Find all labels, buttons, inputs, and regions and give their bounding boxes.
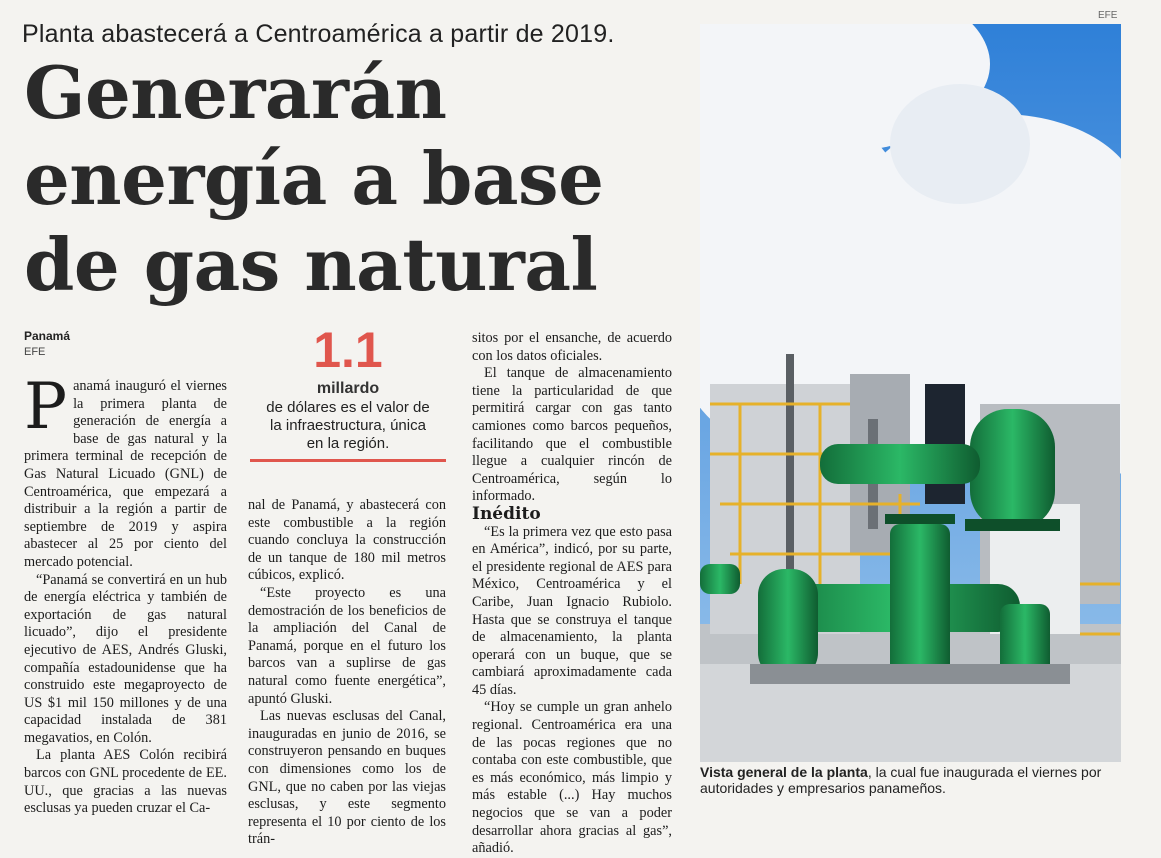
fact-rule: [250, 459, 446, 462]
article-column-1: [24, 370, 227, 818]
paragraph: “Este proyecto es una demostración de los beneficios de la ampliación del Canal de Panamá, porque en el futuro los barcos van a suplirse de gas natural como fuente energética”, apuntó Gluski.: [248, 584, 446, 707]
photo-credit: EFE: [1098, 10, 1118, 21]
fact-line: de dólares es el valor de: [266, 399, 430, 416]
caption-text: , la cual fue inaugurada el viernes por autoridades y empresarios panameños.: [700, 764, 1102, 796]
kicker: Planta abastecerá a Centroamérica a partir de 2019.: [22, 20, 615, 48]
fact-line: la infraestructura, única: [270, 417, 426, 434]
fact-box: [250, 322, 446, 462]
fact-line: en la región.: [306, 435, 390, 452]
photo-caption: [700, 764, 1140, 796]
agency-byline: EFE: [24, 346, 46, 358]
drop-cap: P: [24, 370, 68, 444]
paragraph: “Hoy se cumple un gran anhelo regional. Centroamérica era una de las pocas regiones que no contaba con este combustible, que es más económico, más limpio y más estable (...) Hay muchos negocios que se van a poder desarrollar ahora gracias al gas”, añadió.: [472, 699, 672, 857]
gas-plant-photo: [700, 24, 1121, 762]
headline: [24, 50, 644, 308]
paragraph: “Es la primera vez que esto pasa en América”, indicó, por su parte, el presidente regional de AES para México, Centroamérica y el Caribe, Juan Ignacio Rubiolo. Hasta que se construya el tanque de almacenamiento, la planta operará con un buque, que se cambiará aproximadamente cada 45 días.: [472, 523, 672, 698]
article-column-3: [472, 330, 672, 858]
headline-line: Generarán: [24, 50, 447, 135]
caption-bold: Vista general de la planta: [700, 764, 868, 780]
fact-description: [250, 399, 446, 453]
headline-line: de gas natural: [24, 222, 598, 307]
paragraph: sitos por el ensanche, de acuerdo con los datos oficiales.: [472, 330, 672, 364]
paragraph: La planta AES Colón recibirá barcos con GNL procedente de EE. UU., que gracias a las nuevas esclusas ya pueden cruzar el Ca-: [24, 747, 227, 817]
paragraph: “Panamá se convertirá en un hub de energía eléctrica y también de exportación de gas natural licuado”, dijo el presidente ejecutivo de AES, Andrés Gluski, compañía estadounidense que ha construido este megaproyecto de US $1 mil 150 millones y de una capacidad instalada de 381 megavatios, en Colón.: [24, 571, 227, 746]
plant-illustration: [700, 24, 1121, 762]
paragraph: Las nuevas esclusas del Canal, inauguradas en junio de 2016, se construyeron pensando en buques con dimensiones como los de GNL, que no caben por las viejas esclusas, y este segmento representa el 10 por ciento de los trán-: [248, 708, 446, 848]
headline-line: energía a base: [24, 136, 604, 221]
fact-number: 1.1: [313, 322, 383, 378]
dateline: Panamá: [24, 329, 71, 343]
subhead: Inédito: [472, 503, 541, 524]
fact-unit: millardo: [316, 380, 380, 397]
article-column-2: [248, 497, 446, 849]
paragraph: anamá inauguró el viernes la primera planta de generación de energía a base de gas natural y la primera terminal de recepción de Gas Natural Licuado (GNL) de Centroamérica, que empezará a distribuir a la región a partir de septiembre de 2019 y aspira abastecer al 25 por ciento del mercado potencial.: [24, 378, 227, 570]
paragraph: El tanque de almacenamiento tiene la particularidad de que permitirá cargar con gas tanto camiones como barcos pequeños, facilitando que el combustible llegue a cualquier rincón de Centroamérica, según lo informado.: [472, 365, 672, 505]
paragraph: nal de Panamá, y abastecerá con este combustible a la región cuando concluya la construcción de un tanque de 180 mil metros cúbicos, explicó.: [248, 497, 446, 584]
